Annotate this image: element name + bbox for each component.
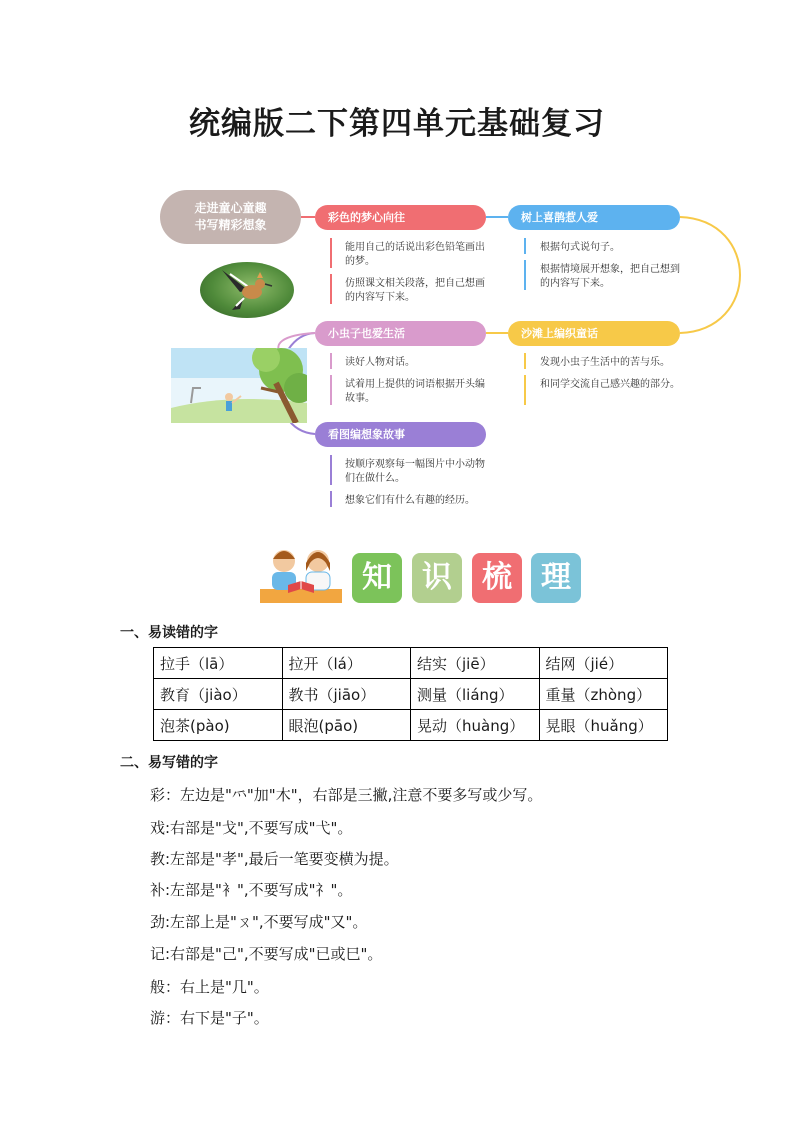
- table-cell: 泡茶(pào): [154, 710, 283, 741]
- center-line2: 书写精彩想象: [194, 218, 267, 232]
- branch-5-item-1: 按顺序观察每一幅图片中小动物们在做什么。: [345, 459, 485, 484]
- leaf-bar: [524, 353, 526, 369]
- banner-tile-1: 知: [352, 553, 402, 603]
- branch-3-item-1: 读好人物对话。: [345, 357, 415, 368]
- table-cell: 结网（jié）: [539, 648, 668, 679]
- branch-1-item-2: 仿照课文相关段落，把自己想画的内容写下来。: [345, 278, 485, 303]
- banner-tile-2: 识: [412, 553, 462, 603]
- note-line: 劲:左部上是"ㄡ",不要写成"又"。: [150, 913, 368, 931]
- note-line: 记:右部是"己",不要写成"已或巳"。: [150, 945, 383, 963]
- branch-1-item-1: 能用自己的话说出彩色铅笔画出的梦。: [345, 242, 485, 267]
- branch-5-item-2: 想象它们有什么有趣的经历。: [345, 495, 475, 506]
- section-2-heading: 二、易写错的字: [120, 755, 218, 771]
- branch-1: 彩色的梦心向往: [315, 205, 486, 230]
- table-cell: 教育（jiào）: [154, 679, 283, 710]
- leaf-bar: [330, 238, 332, 268]
- note-line: 游：右下是"子"。: [150, 1009, 269, 1027]
- section-1-heading: 一、易读错的字: [120, 625, 218, 641]
- banner-tile-4: 理: [531, 553, 581, 603]
- note-line: 彩：左边是"⺤"加"木"，右部是三撇,注意不要多写或少写。: [150, 786, 543, 804]
- note-line: 戏:右部是"戈",不要写成"弋"。: [150, 819, 353, 837]
- children-scene-picture: [171, 348, 307, 423]
- leaf-bar: [330, 491, 332, 507]
- bird-icon: [200, 262, 294, 318]
- branch-4-item-1: 发现小虫子生活中的苦与乐。: [540, 357, 670, 368]
- table-cell: 测量（liáng）: [411, 679, 540, 710]
- table-row: [154, 679, 668, 710]
- bird-picture: [200, 262, 294, 318]
- table-row: [154, 710, 668, 741]
- branch-3: 小虫子也爱生活: [315, 321, 486, 346]
- leaf-bar: [524, 238, 526, 254]
- leaf-bar: [524, 260, 526, 290]
- branch-5: 看图编想象故事: [315, 422, 486, 447]
- page-title: 统编版二下第四单元基础复习: [189, 106, 605, 142]
- branch-4-item-2: 和同学交流自己感兴趣的部分。: [540, 379, 680, 390]
- leaf-bar: [330, 274, 332, 304]
- leaf-bar: [524, 375, 526, 405]
- note-line: 教:左部是"孝",最后一笔要变横为提。: [150, 850, 399, 868]
- pronunciation-table: [153, 647, 668, 741]
- leaf-bar: [330, 353, 332, 369]
- children-reading-icon: [258, 545, 344, 605]
- leaf-bar: [330, 455, 332, 485]
- center-line1: 走进童心童趣: [194, 201, 267, 215]
- table-cell: 重量（zhòng）: [539, 679, 668, 710]
- table-cell: 结实（jiē）: [411, 648, 540, 679]
- tree-scene-icon: [171, 348, 307, 423]
- table-row: [154, 648, 668, 679]
- branch-2-item-1: 根据句式说句子。: [540, 242, 620, 253]
- branch-4: 沙滩上编织童话: [508, 321, 680, 346]
- table-cell: 晃眼（huǎng）: [539, 710, 668, 741]
- table-cell: 晃动（huàng）: [411, 710, 540, 741]
- banner-tile-3: 梳: [472, 553, 522, 603]
- table-cell: 教书（jiāo）: [282, 679, 411, 710]
- branch-2: 树上喜鹊惹人爱: [508, 205, 680, 230]
- leaf-bar: [330, 375, 332, 405]
- table-cell: 拉开（lá）: [282, 648, 411, 679]
- table-cell: 拉手（lā）: [154, 648, 283, 679]
- note-line: 般：右上是"几"。: [150, 978, 269, 996]
- table-cell: 眼泡(pāo): [282, 710, 411, 741]
- branch-3-item-2: 试着用上提供的词语根据开头编故事。: [345, 379, 485, 404]
- branch-2-item-2: 根据情境展开想象，把自己想到的内容写下来。: [540, 264, 680, 289]
- reading-children-illustration: [258, 545, 344, 605]
- note-line: 补:左部是"衤",不要写成"礻"。: [150, 881, 353, 899]
- mindmap-center: [160, 190, 301, 244]
